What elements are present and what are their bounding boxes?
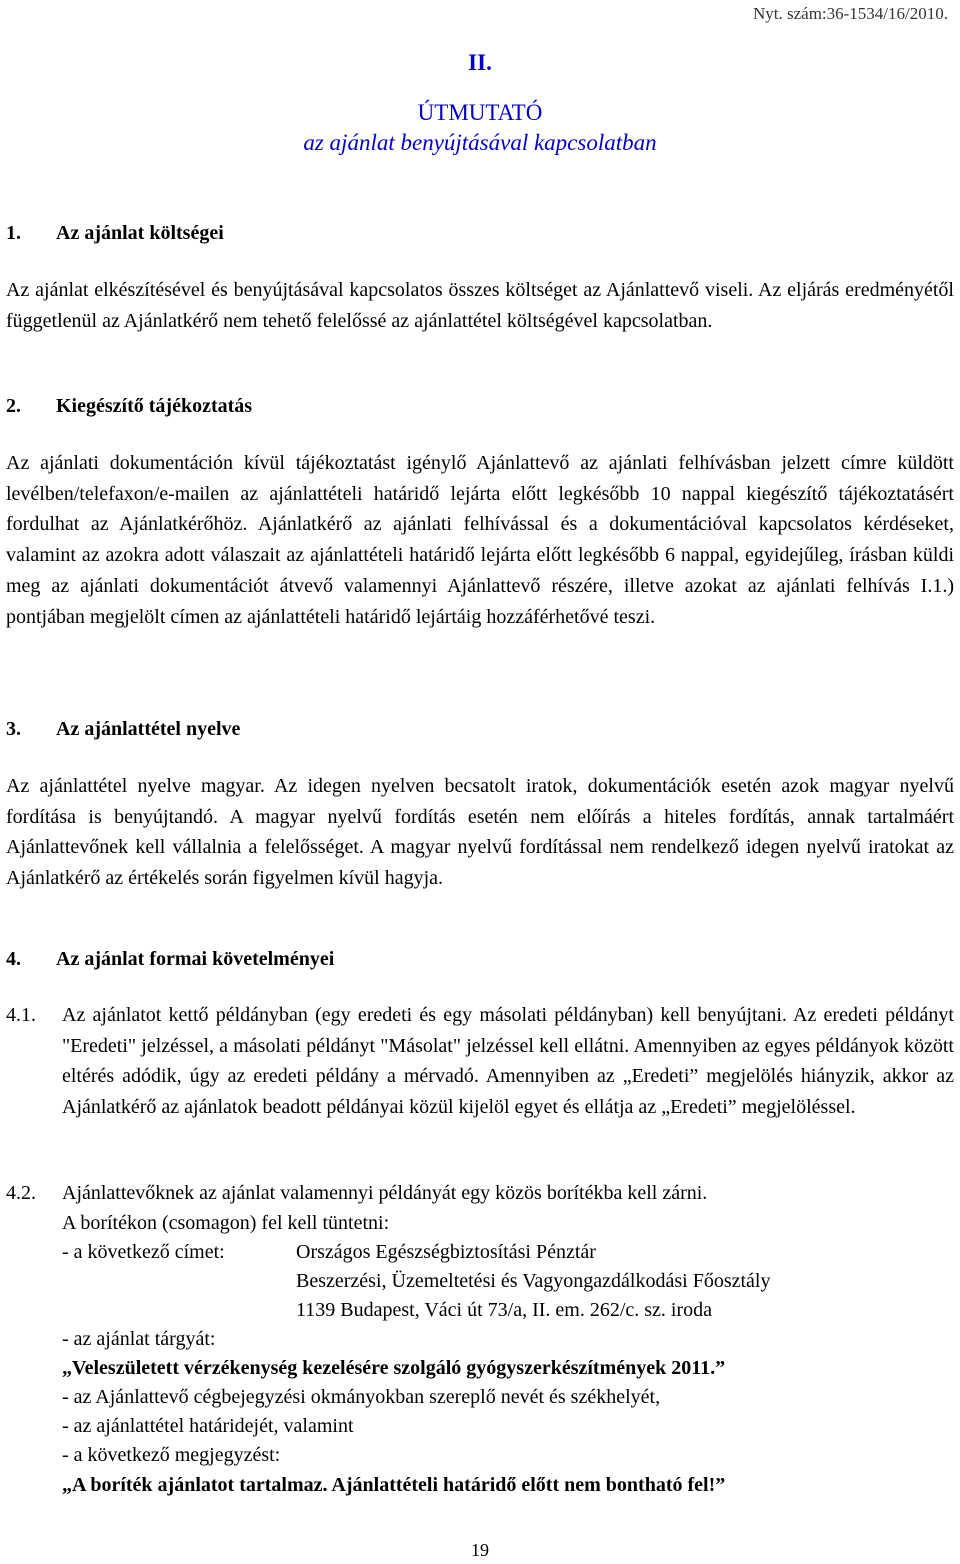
list-item-note: - a következő megjegyzést: xyxy=(62,1444,281,1466)
document-reference-number: Nyt. szám:36-1534/16/2010. xyxy=(752,4,948,23)
section-title: Kiegészítő tájékoztatás xyxy=(56,395,253,417)
section-4-heading xyxy=(6,948,334,971)
section-number: 1. xyxy=(6,222,21,244)
chapter-number: II. xyxy=(468,50,492,75)
list-item-deadline: - az ajánlattétel határidejét, valamint xyxy=(62,1415,354,1437)
subsection-4-2-line-2: A borítékon (csomagon) fel kell tüntetni: xyxy=(62,1212,390,1234)
section-number: 4. xyxy=(6,948,21,970)
address-line-2: Beszerzési, Üzemeltetési és Vagyongazdálkodási Főosztály xyxy=(296,1270,771,1292)
section-1-heading xyxy=(6,222,224,245)
page-number: 19 xyxy=(471,1540,489,1560)
subject-title: „Veleszületett vérzékenység kezelésére szolgáló gyógyszerkészítmények 2011.” xyxy=(62,1357,726,1379)
address-label: - a következő címet: xyxy=(62,1241,225,1263)
address-line-1: Országos Egészségbiztosítási Pénztár xyxy=(296,1241,596,1263)
chapter-subtitle: az ajánlat benyújtásával kapcsolatban xyxy=(303,130,657,155)
section-title: Az ajánlat formai követelményei xyxy=(56,948,335,970)
subsection-4-2-line-1: Ajánlattevőknek az ajánlat valamennyi példányát egy közös borítékba kell zárni. xyxy=(62,1182,708,1204)
section-3-heading xyxy=(6,718,240,741)
address-line-3: 1139 Budapest, Váci út 73/a, II. em. 262/c. sz. iroda xyxy=(296,1299,713,1321)
section-2-paragraph: Az ajánlati dokumentáción kívül tájékoztatást igénylő Ajánlattevő az ajánlati felhívásban jelzett címre küldött levélben/telefaxon/e-mailen az ajánlattételi határidő lejárta előtt legkésőbb 10 nappal kiegészítő tájékoztatásért fordulhat az Ajánlatkérőhöz. Ajánlatkérő az ajánlati felhívással és a dokumentációval kapcsolatos kérdéseket, valamint az azokra adott válaszait az ajánlattételi határidő lejárta előtt legkésőbb 6 nappal, egyidejűleg, írásban küldi meg az ajánlati dokumentációt átvevő valamennyi Ajánlattevő részére, illetve azokat az ajánlati felhívás I.1.) pontjában megjelölt címen az ajánlattételi határidő lejártáig hozzáférhetővé teszi. xyxy=(6,452,954,628)
section-1-paragraph: Az ajánlat elkészítésével és benyújtásával kapcsolatos összes költséget az Ajánlattevő viseli. Az eljárás eredményétől függetlenül az Ajánlatkérő nem tehető felelőssé az ajánlattétel költségével kapcsolatban. xyxy=(6,279,954,332)
chapter-title: ÚTMUTATÓ xyxy=(417,100,543,125)
subsection-4-1-paragraph: Az ajánlatot kettő példányban (egy eredeti és egy másolati példányban) kell benyújtani. Az eredeti példányt "Eredeti" jelzéssel, a másolati példányt "Másolat" jelzéssel kell ellátni. Amennyiben az egyes példányok között eltérés adódik, úgy az eredeti példány a mérvadó. Amennyiben az „Eredeti” megjelölés hiányzik, akkor az Ajánlatkérő az ajánlatok beadott példányai közül kijelöl egyet és ellátja az „Eredeti” megjelöléssel. xyxy=(62,1004,954,1119)
subject-label: - az ajánlat tárgyát: xyxy=(62,1328,216,1350)
section-3-paragraph: Az ajánlattétel nyelve magyar. Az idegen nyelven becsatolt iratok, dokumentációk esetén azok magyar nyelvű fordítása is benyújtandó. A magyar nyelvű fordítás esetén nem előírás a hiteles fordítás, annak tartalmáért Ajánlattevőnek kell vállalnia a felelősséget. A magyar nyelvű fordítással nem rendelkező idegen nyelvű iratokat az Ajánlatkérő az értékelés során figyelmen kívül hagyja. xyxy=(6,775,954,890)
section-title: Az ajánlat költségei xyxy=(56,222,224,244)
subsection-4-2-number: 4.2. xyxy=(6,1182,36,1204)
section-title: Az ajánlattétel nyelve xyxy=(56,718,241,740)
section-2-heading xyxy=(6,395,252,418)
section-number: 2. xyxy=(6,395,21,417)
list-item-name: - az Ajánlattevő cégbejegyzési okmányokban szereplő nevét és székhelyét, xyxy=(62,1386,661,1408)
envelope-note: „A boríték ajánlatot tartalmaz. Ajánlattételi határidő előtt nem bontható fel!” xyxy=(62,1474,726,1496)
subsection-4-1-number: 4.1. xyxy=(6,1004,36,1026)
section-number: 3. xyxy=(6,718,21,740)
